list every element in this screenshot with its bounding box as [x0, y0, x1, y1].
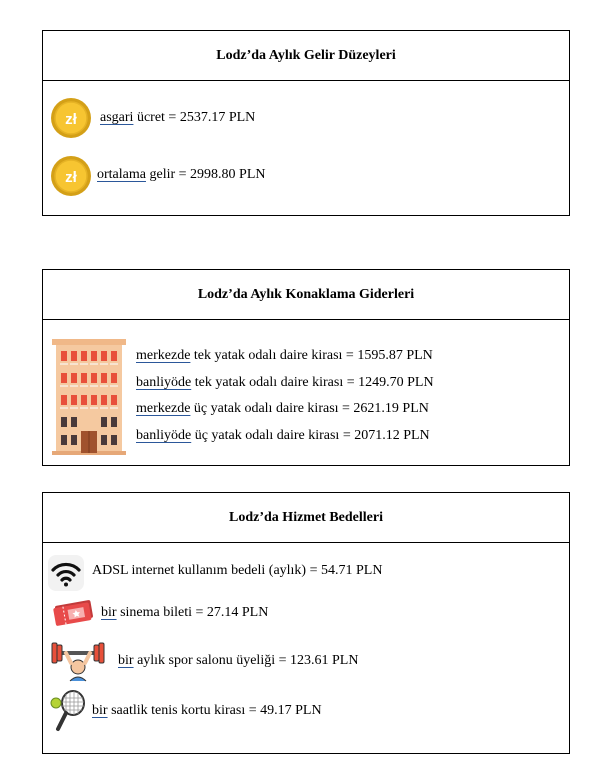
services-row-value: ADSL internet kullanım bedeli (aylık) = 54.71 PLN	[92, 563, 383, 578]
cinema-ticket-icon	[50, 597, 96, 627]
income-row-average	[97, 167, 265, 183]
housing-row-center-1bed	[136, 348, 433, 364]
wifi-icon	[48, 555, 84, 591]
services-row-tennis	[92, 703, 322, 719]
housing-row-value: tek yatak odalı daire kirası = 1249.70 PLN	[191, 375, 434, 390]
housing-row-keyword: merkezde	[136, 348, 191, 363]
housing-title: Lodz’da Aylık Konaklama Giderleri	[43, 270, 569, 320]
tennis-racket-icon	[50, 689, 88, 733]
housing-row-value: üç yatak odalı daire kirası = 2071.12 PLN	[191, 428, 430, 443]
services-row-gym	[118, 653, 358, 669]
income-row-average-keyword: ortalama	[97, 167, 146, 182]
zloty-coin-icon	[50, 97, 92, 139]
services-row-keyword: bir	[118, 653, 134, 668]
services-row-internet	[92, 563, 382, 579]
services-row-keyword: bir	[92, 703, 108, 718]
services-row-value: saatlik tenis kortu kirası = 49.17 PLN	[107, 703, 322, 718]
housing-row-value: tek yatak odalı daire kirası = 1595.87 PLN	[190, 348, 433, 363]
housing-row-keyword: banliyöde	[136, 375, 192, 390]
housing-row-keyword: banliyöde	[136, 428, 192, 443]
housing-row-center-3bed	[136, 401, 429, 417]
income-row-minimum-keyword: asgari	[100, 110, 134, 125]
zloty-coin-icon	[50, 155, 92, 197]
housing-row-suburb-1bed	[136, 375, 434, 391]
income-title: Lodz’da Aylık Gelir Düzeyleri	[43, 31, 569, 81]
housing-row-value: üç yatak odalı daire kirası = 2621.19 PLN	[190, 401, 429, 416]
services-row-keyword: bir	[101, 605, 117, 620]
services-row-cinema	[101, 605, 268, 621]
services-row-value: sinema bileti = 27.14 PLN	[116, 605, 269, 620]
income-row-minimum	[100, 110, 255, 126]
income-row-average-value: gelir = 2998.80 PLN	[145, 167, 266, 182]
coin-symbol: zł	[65, 169, 77, 186]
services-row-value: aylık spor salonu üyeliği = 123.61 PLN	[133, 653, 359, 668]
housing-row-keyword: merkezde	[136, 401, 191, 416]
housing-row-suburb-3bed	[136, 428, 430, 444]
income-row-minimum-value: ücret = 2537.17 PLN	[133, 110, 256, 125]
services-title: Lodz’da Hizmet Bedelleri	[43, 493, 569, 543]
coin-symbol: zł	[65, 111, 77, 128]
dumbbell-icon	[50, 637, 106, 685]
apartment-building-icon	[52, 337, 126, 455]
